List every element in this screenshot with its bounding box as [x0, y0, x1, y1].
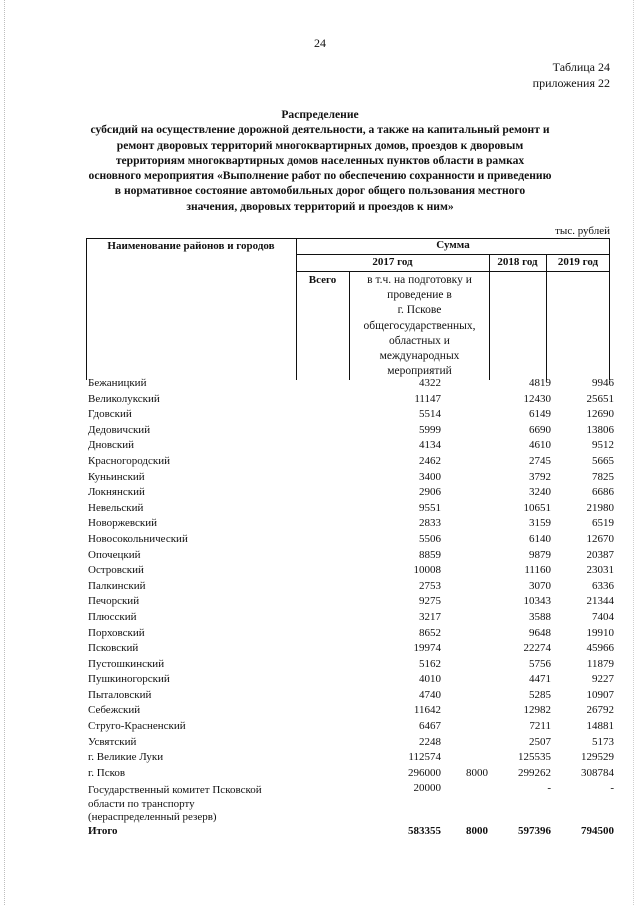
title-line: субсидий на осуществление дорожной деятельности, а также на капитальный ремонт и: [90, 123, 550, 137]
row-total-2017: 6467: [419, 720, 441, 733]
row-2018: 22274: [523, 642, 551, 655]
row-2019: 5173: [592, 735, 614, 748]
row-name: Пыталовский: [88, 688, 152, 701]
row-2018: 6140: [529, 532, 551, 545]
header-incl-line: международных: [379, 350, 460, 363]
row-2019: 26792: [586, 704, 614, 717]
row-total-2017: 11642: [413, 704, 441, 717]
table-reference-line1: Таблица 24: [552, 60, 610, 74]
header-2017: 2017 год: [372, 256, 413, 268]
table-row: [86, 501, 614, 517]
row-2019: 308784: [581, 766, 614, 779]
row-2018: 7211: [529, 720, 551, 733]
row-2018: 3240: [529, 486, 551, 499]
row-name: Красногородский: [88, 454, 171, 467]
row-total-2017: 2906: [419, 486, 441, 499]
row-total-2017: 3400: [419, 470, 441, 483]
document-title: [80, 107, 560, 214]
table-row: [86, 735, 614, 751]
table-row: [86, 594, 614, 610]
table-header: [86, 238, 610, 380]
row-2019: 7404: [592, 610, 614, 623]
header-border-left: [86, 238, 87, 380]
header-incl-line: в т.ч. на подготовку и: [367, 274, 472, 286]
row-total-2017: 296000: [408, 766, 441, 779]
row-2018: 9648: [529, 626, 551, 639]
row-incl-2017: 8000: [466, 766, 488, 779]
row-total-2017: 10008: [413, 564, 441, 577]
title-line: Распределение: [281, 108, 359, 121]
reserve-row-name: Государственный комитет Псковской области по транспорту (нераспределенный резерв): [88, 784, 262, 823]
table-row: [86, 407, 614, 423]
table-row: [86, 626, 614, 642]
row-2019: 25651: [586, 392, 614, 405]
table-row: [86, 719, 614, 735]
row-total-2017: 8652: [419, 626, 441, 639]
total-2017: 583355: [408, 825, 441, 838]
header-divider-2018: [489, 254, 490, 380]
header-incl-line: г. Пскове: [397, 304, 442, 317]
table-row: [86, 610, 614, 626]
row-name: Усвятский: [88, 735, 137, 748]
row-2019: 11879: [586, 657, 614, 670]
header-incl-line: общегосударственных,: [363, 319, 476, 332]
row-2019: 19910: [586, 626, 614, 639]
table-row: [86, 657, 614, 673]
header-incl-line: областных и: [389, 334, 450, 347]
total-row-name: Итого: [88, 825, 118, 838]
total-2019: 794500: [581, 825, 614, 838]
row-2019: 6519: [592, 517, 614, 530]
header-sum: Сумма: [436, 239, 470, 251]
row-total-2017: 5999: [419, 423, 441, 436]
table-row: [86, 392, 614, 408]
row-2019: 9227: [592, 673, 614, 686]
row-2018: 5756: [529, 657, 551, 670]
header-border-year: [296, 271, 610, 272]
table-row: [86, 532, 614, 548]
row-total-2017: 4322: [419, 377, 441, 389]
table-row: [86, 579, 614, 595]
table-row: [86, 470, 614, 486]
row-2019: 5665: [592, 454, 614, 467]
row-2019: 23031: [586, 564, 614, 577]
row-2018: 2745: [529, 454, 551, 467]
row-name: Пустошкинский: [88, 657, 165, 670]
row-total-2017: 3217: [419, 610, 441, 623]
row-name: Себежский: [88, 704, 141, 717]
row-total-2017: 9551: [419, 501, 441, 514]
row-2018: 2507: [529, 735, 551, 748]
row-2019: 45966: [586, 642, 614, 655]
row-2018: 10343: [523, 595, 551, 608]
row-2018: 9879: [529, 548, 551, 561]
title-line: основного мероприятия «Выполнение работ по обеспечению сохранности и приведению: [88, 169, 552, 183]
row-2018: 4471: [529, 673, 551, 686]
row-2018: 12430: [523, 392, 551, 405]
table-body: [86, 376, 614, 839]
table-row: [86, 641, 614, 657]
row-name: Палкинский: [88, 579, 146, 592]
table-row: [86, 454, 614, 470]
reserve-2019: -: [610, 782, 614, 795]
row-2019: 7825: [592, 470, 614, 483]
row-2019: 12690: [586, 408, 614, 421]
row-2019: 6686: [592, 486, 614, 499]
row-name: Великолукский: [88, 392, 160, 405]
row-name: Пушкиногорский: [88, 673, 170, 686]
row-2019: 14881: [586, 720, 614, 733]
row-total-2017: 5514: [419, 408, 441, 421]
row-2019: 21344: [586, 595, 614, 608]
row-2018: 11160: [524, 564, 551, 577]
row-total-2017: 5162: [419, 657, 441, 670]
row-2018: 5285: [529, 688, 551, 701]
row-total-2017: 4134: [419, 439, 441, 452]
row-2019: 10907: [586, 688, 614, 701]
row-name: Плюсский: [88, 610, 137, 623]
row-2018: 6690: [529, 423, 551, 436]
row-2018: 10651: [523, 501, 551, 514]
row-2018: 12982: [523, 704, 551, 717]
row-name: Куньинский: [88, 470, 145, 483]
row-total-2017: 8859: [419, 548, 441, 561]
row-name: Порховский: [88, 626, 145, 639]
header-2018: 2018 год: [497, 256, 538, 268]
row-name: Бежаницкий: [88, 377, 147, 389]
table-row: [86, 376, 614, 392]
row-total-2017: 2833: [419, 517, 441, 530]
table-row: [86, 750, 614, 766]
row-name: Дедовичский: [88, 423, 151, 436]
page-number: 24: [314, 36, 326, 50]
header-2019: 2019 год: [557, 256, 599, 268]
header-incl-2017: [350, 273, 489, 379]
row-name: Опочецкий: [88, 548, 141, 561]
total-2018: 597396: [518, 825, 551, 838]
row-total-2017: 4010: [419, 673, 441, 686]
row-name: Локнянский: [88, 486, 145, 499]
header-divider-2019: [546, 254, 547, 380]
row-2019: 129529: [581, 751, 614, 764]
reserve-2018: -: [547, 782, 551, 795]
row-total-2017: 19974: [413, 642, 441, 655]
title-line: ремонт дворовых территорий многоквартирных домов, проездов к дворовым: [116, 138, 524, 152]
row-2018: 6149: [529, 408, 551, 421]
row-name: Дновский: [88, 439, 135, 452]
table-row: [86, 563, 614, 579]
table-row: [86, 766, 614, 782]
row-name: г. Псков: [88, 766, 126, 779]
row-name: Островский: [88, 564, 144, 577]
row-2018: 3159: [529, 517, 551, 530]
row-2018: 3792: [529, 470, 551, 483]
row-total-2017: 11147: [414, 392, 441, 405]
row-2019: 21980: [586, 501, 614, 514]
table-row: [86, 485, 614, 501]
row-total-2017: 5506: [419, 532, 441, 545]
header-incl-line: мероприятий: [387, 365, 452, 378]
scan-edge-right: [633, 0, 634, 905]
row-2019: 9946: [592, 377, 614, 389]
table-row: [86, 703, 614, 719]
row-name: Новосокольнический: [88, 532, 188, 545]
table-row: [86, 672, 614, 688]
row-2018: 125535: [518, 751, 551, 764]
row-total-2017: 112574: [408, 751, 441, 764]
header-name-column: Наименование районов и городов: [107, 240, 275, 252]
table-row: [86, 688, 614, 704]
total-incl-2017: 8000: [466, 825, 488, 838]
table-reference: [533, 59, 610, 91]
table-row: [86, 438, 614, 454]
units-label: тыс. рублей: [555, 225, 610, 237]
row-total-2017: 2462: [419, 454, 441, 467]
scan-edge-left: [4, 0, 5, 905]
header-total-2017: Всего: [308, 274, 337, 286]
header-incl-line: проведение в: [387, 289, 452, 302]
row-name: Невельский: [88, 501, 144, 514]
title-line: значения, дворовых территорий и проездов к ним»: [186, 199, 454, 213]
row-2019: 13806: [586, 423, 614, 436]
row-2018: 299262: [518, 766, 551, 779]
row-2019: 20387: [586, 548, 614, 561]
row-2019: 9512: [592, 439, 614, 452]
row-name: Псковский: [88, 642, 139, 655]
row-total-2017: 2248: [419, 735, 441, 748]
row-2019: 6336: [592, 579, 614, 592]
row-name: Гдовский: [88, 408, 132, 421]
row-total-2017: 9275: [419, 595, 441, 608]
row-total-2017: 2753: [419, 579, 441, 592]
row-name: Новоржевский: [88, 517, 158, 530]
table-row: [86, 423, 614, 439]
title-line: территориям многоквартирных домов населенных пунктов области в рамках: [115, 153, 525, 167]
row-name: Струго-Красненский: [88, 720, 186, 733]
row-2018: 3588: [529, 610, 551, 623]
table-reference-line2: приложения 22: [532, 76, 610, 90]
row-total-2017: 4740: [419, 688, 441, 701]
table-row: [86, 548, 614, 564]
reserve-row: [86, 781, 614, 823]
row-2018: 4819: [529, 377, 551, 389]
reserve-total-2017: 20000: [413, 782, 441, 795]
total-row: [86, 823, 614, 839]
row-name: Печорский: [88, 595, 140, 608]
row-2018: 4610: [529, 439, 551, 452]
header-border-sum: [296, 254, 610, 255]
table-row: [86, 516, 614, 532]
row-2018: 3070: [529, 579, 551, 592]
row-name: г. Великие Луки: [88, 751, 164, 764]
row-2019: 12670: [586, 532, 614, 545]
title-line: в нормативное состояние автомобильных дорог общего пользования местного: [114, 184, 526, 198]
